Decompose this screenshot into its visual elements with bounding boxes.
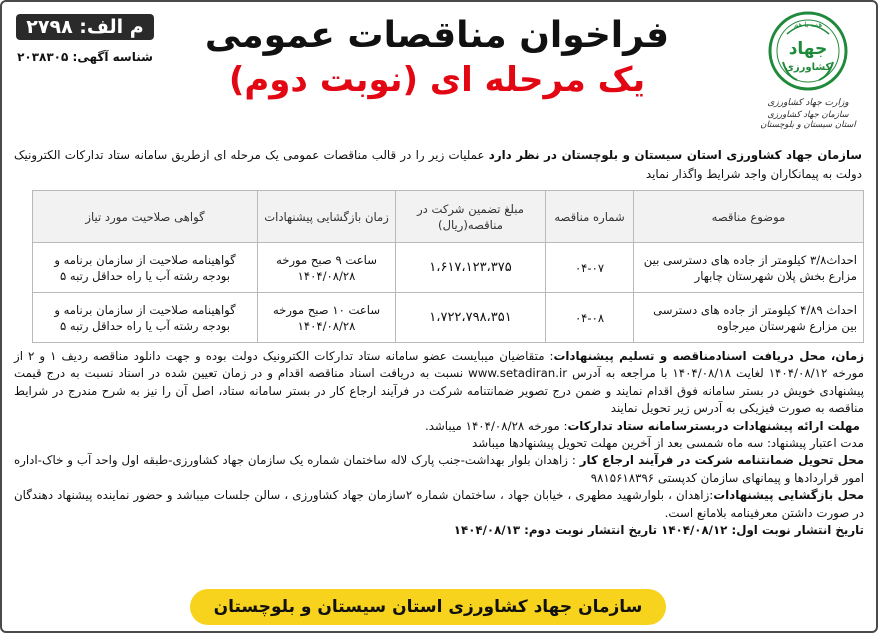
header-certificate: گواهی صلاحیت مورد تیاز [33,191,258,243]
table-header-row [33,191,864,243]
section-opening-place [14,487,864,522]
header-number: شماره مناقصه [546,191,634,243]
cell-subject: احداث۳/۸ کیلومتر از جاده های دسترسی بین مزارع بخش پلان شهرستان چابهار [634,243,864,293]
section-publish-dates [14,522,864,539]
cell-number: ۰۴-۰۷ [546,243,634,293]
page-title: فراخوان مناقصات عمومی [204,15,670,56]
intro-bold: سازمان جهاد کشاورزی استان سیستان و بلوچستان در نظر دارد [488,148,863,162]
section-validity: مدت اعتبار پیشنهاد: سه ماه شمسی بعد از آخرین مهلت تحویل پیشنهادها میباشد [472,436,864,451]
section-guarantee-delivery [14,452,864,487]
page-subtitle: یک مرحله ای (نوبت دوم) [228,60,646,100]
logo-top-text: همه با هم [793,21,823,29]
section-deadline [14,418,864,435]
intro-text: عملیات زیر را در قالب مناقصات عمومی یک مرحله ای ازطریق سامانه ستاد تدارکات الکترونیک دولت به پیمانکاران واجد شرایط واگذار نماید [14,148,862,181]
logo-caption-organization: سازمان جهاد کشاورزی استان سیستان و بلوچستان [760,110,856,130]
section-guarantee-title: محل تحویل ضمانتنامه شرکت در فرآیند ارجاع کار [579,453,865,468]
section-opening-text: :زاهدان ، بلوارشهید مطهری ، خیابان جهاد ، ساختمان شماره ۲سازمان جهاد کشاورزی ، سالن جلسات میباشد و حضور نماینده پیشنهاد دهندگان در صورت داشتن معرفینامه بلامانع است. [14,488,864,520]
section-documents-text: : متقاضیان میبایست عضو سامانه ستاد تدارکات الکترونیک دولت بوده و جهت دانلود مناقصه ردیف ۱ و ۲ از مورخه ۱۴۰۴/۰۸/۱۲ لغایت ۱۴۰۴/۰۸/۱۸ با مراجعه به آدرس www.setadiran.ir نسبت به دریافت اسناد مناقصه اقدام و در زمان تعیین شده در اسناد نسبت به درج قیمت پیشنهادی خویش در بستر سامانه فوق اقدام نمایند و ضمن درج تصویر ضمانتنامه شرکت در فرآیند ارجاع کار در بستر سامانه ستاد، اصل آن را نیز به شرح مندرج در شرایط مناقصه به صورت فیزیکی به آدرس زیر تحویل نمایند [14,349,864,416]
table-row [33,293,864,343]
logo-word-2: کشاورزی [784,62,832,73]
badge-box [10,8,160,80]
wheat-leaf-logo-icon [767,10,849,92]
cell-certificate: گواهینامه صلاحیت از سازمان برنامه و بودجه رشته آب یا راه حداقل رتبه ۵ [33,243,258,293]
cell-certificate: گواهینامه صلاحیت از سازمان برنامه و بودجه رشته آب یا راه حداقل رتبه ۵ [33,293,258,343]
title-block [202,14,672,102]
tender-table [32,190,864,343]
cell-guarantee: ۱،۷۲۲،۷۹۸،۳۵۱ [396,293,546,343]
section-documents-title: زمان، محل دریافت اسنادمناقصه و تسلیم پیشنهادات [553,349,865,363]
section-opening-title: محل بازگشایی پیشنهادات [713,488,865,503]
section-guarantee-text: : زاهدان بلوار بهداشت-جنب پارک لاله ساختمان شماره یک سازمان جهاد کشاورزی-طبقه اول واحد آب و خاک-اداره امور قراردادها و پیمانهای سازمان کدپستی ۹۸۱۵۶۱۸۳۹۶ [14,453,864,485]
header-subject: موضوع مناقصه [634,191,864,243]
section-documents [14,348,864,418]
section-deadline-title: مهلت ارائه پیشنهادات دربسترسامانه ستاد تدارکات [567,418,860,433]
header-guarantee: مبلغ تضمین شرکت در مناقصه(ریال) [396,191,546,243]
footer-organization-banner: سازمان جهاد کشاورزی استان سیستان و بلوچستان [190,589,666,625]
table-row [33,243,864,293]
conditions-text [14,348,864,539]
publish-dates: تاریخ انتشار نوبت اول: ۱۴۰۴/۰۸/۱۲ تاریخ انتشار نوبت دوم: ۱۴۰۴/۰۸/۱۳ [453,523,864,538]
jahad-logo [758,10,858,130]
ad-number: شناسه آگهی: ۲۰۳۸۳۰۵ [17,50,153,64]
section-deadline-text: : مورخه ۱۴۰۴/۰۸/۲۸ میباشد. [424,418,568,433]
cell-opening-time: ساعت ۹ صبح مورخه ۱۴۰۴/۰۸/۲۸ [258,243,396,293]
cell-opening-time: ساعت ۱۰ صبح مورخه ۱۴۰۴/۰۸/۲۸ [258,293,396,343]
intro-paragraph [14,146,862,184]
cell-subject: احداث ۴/۸۹ کیلومتر از جاده های دسترسی بین مزارع شهرستان میرجاوه [634,293,864,343]
reference-badge: م الف: ۲۷۹۸ [16,14,153,40]
header-opening-time: زمان بازگشایی پیشنهادات [258,191,396,243]
logo-word-1: جهاد [788,39,828,59]
cell-number: ۰۴-۰۸ [546,293,634,343]
cell-guarantee: ۱،۶۱۷،۱۲۳،۳۷۵ [396,243,546,293]
logo-caption-ministry: وزارت جهاد کشاورزی [767,98,849,108]
